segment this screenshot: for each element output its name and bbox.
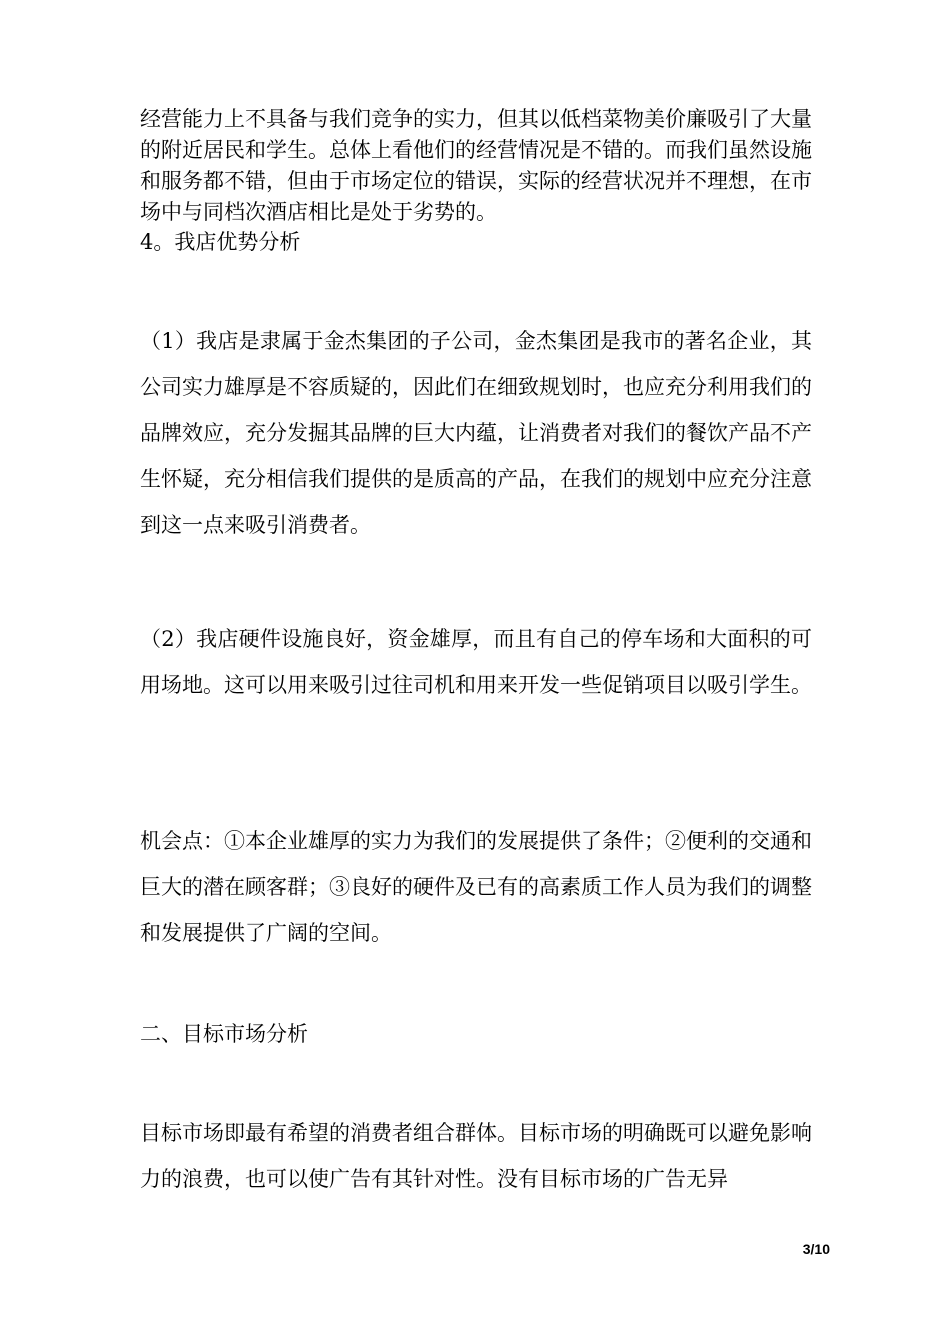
paragraph-target-market: 目标市场即最有希望的消费者组合群体。目标市场的明确既可以避免影响力的浪费，也可以使广告有其针对性。没有目标市场的广告无异: [140, 1121, 812, 1191]
paragraph-competitor-analysis: 经营能力上不具备与我们竞争的实力，但其以低档菜物美价廉吸引了大量的附近居民和学生。总体上看他们的经营情况是不错的。而我们虽然设施和服务都不错，但由于市场定位的错误，实际的经营状况并不理想，在市场中与同档次酒店相比是处于劣势的。: [140, 107, 812, 224]
paragraph-advantage-1: （1）我店是隶属于金杰集团的子公司，金杰集团是我市的著名企业，其公司实力雄厚是不容质疑的，因此们在细致规划时，也应充分利用我们的品牌效应，充分发掘其品牌的巨大内蕴，让消费者对我们的餐饮产品不产生怀疑，充分相信我们提供的是质高的产品，在我们的规划中应充分注意到这一点来吸引消费者。: [140, 329, 812, 537]
section-heading-store-advantages: 4。我店优势分析: [140, 230, 301, 254]
paragraph-opportunities: 机会点：①本企业雄厚的实力为我们的发展提供了条件；②便利的交通和巨大的潜在顾客群；③良好的硬件及已有的高素质工作人员为我们的调整和发展提供了广阔的空间。: [140, 829, 812, 945]
page-number: 3/10: [802, 1241, 830, 1257]
section-heading-target-market: 二、目标市场分析: [140, 1022, 308, 1046]
paragraph-advantage-2: （2）我店硬件设施良好，资金雄厚，而且有自己的停车场和大面积的可用场地。这可以用来吸引过往司机和用来开发一些促销项目以吸引学生。: [140, 627, 812, 697]
